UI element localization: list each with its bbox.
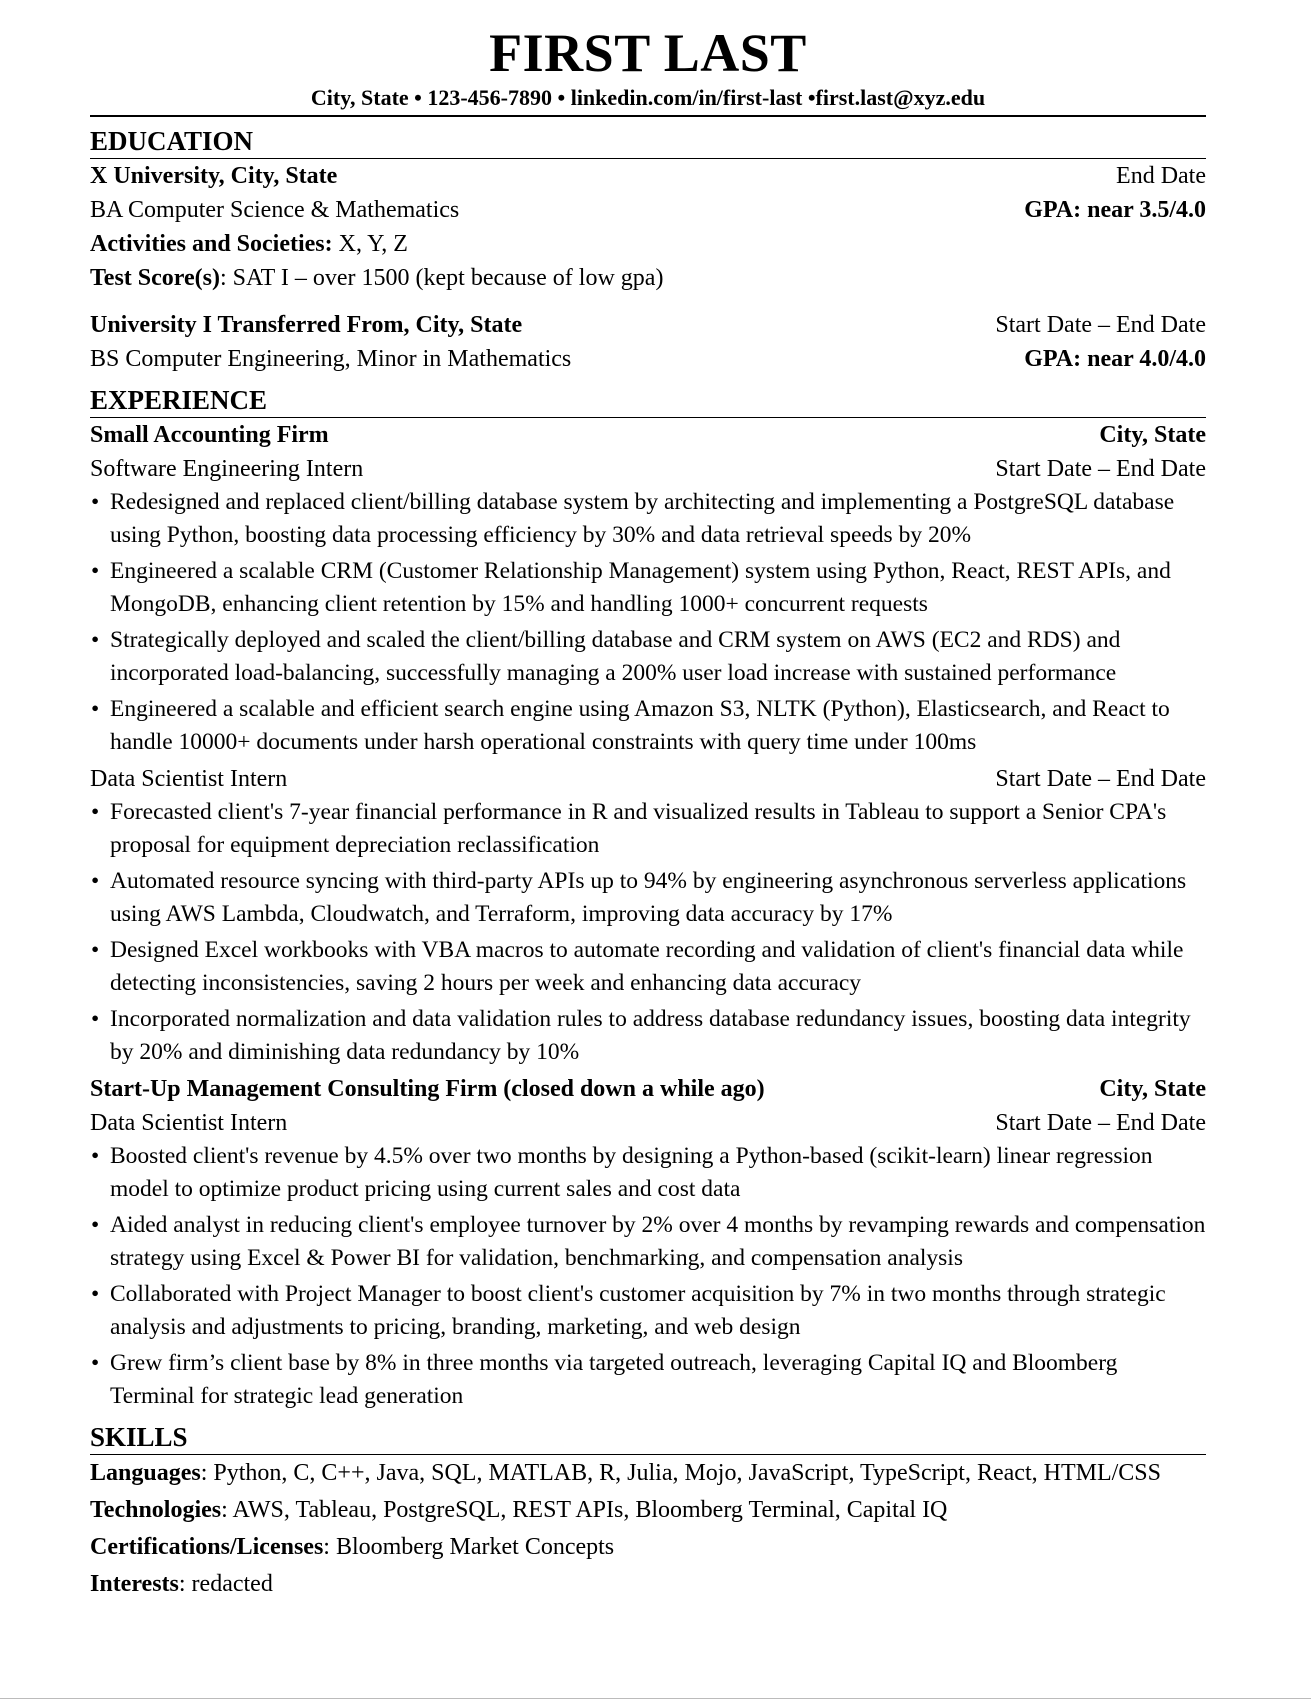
school-date: Start Date – End Date xyxy=(995,312,1206,338)
degree: BS Computer Engineering, Minor in Mathematics xyxy=(90,346,572,372)
skills-certifications: Certifications/Licenses: Bloomberg Market Concepts xyxy=(90,1534,615,1560)
bullet-item: • Engineered a scalable CRM (Customer Relationship Management) system using Python, React, REST APIs, and MongoDB, enhancing client retention by 15% and handling 1000+ concurrent requests xyxy=(91,558,1171,617)
gpa: GPA: near 3.5/4.0 xyxy=(1024,197,1206,223)
firm-name: Start-Up Management Consulting Firm (closed down a while ago) xyxy=(90,1076,765,1102)
bullet-item: • Designed Excel workbooks with VBA macros to automate recording and validation of client's financial data while detecting inconsistencies, saving 2 hours per week and enhancing data accuracy xyxy=(91,937,1184,996)
bullet-item: • Aided analyst in reducing client's employee turnover by 2% over 4 months by revamping rewards and compensation strategy using Excel & Power BI for validation, benchmarking, and compensation analysis xyxy=(91,1212,1206,1271)
experience-firm-2 xyxy=(90,1072,1206,1413)
test-score-label: Test Score(s) xyxy=(90,265,220,291)
education-heading: EDUCATION xyxy=(90,125,1206,159)
role-title: Software Engineering Intern xyxy=(90,456,364,482)
candidate-name: FIRST LAST xyxy=(489,23,807,83)
experience-heading: EXPERIENCE xyxy=(90,384,1206,418)
experience-firm-1 xyxy=(90,418,1206,1069)
bullet-item: • Forecasted client's 7-year financial performance in R and visualized results in Tableau to support a Senior CPA's proposal for equipment depreciation reclassification xyxy=(91,799,1167,858)
bullet-list xyxy=(90,1140,1206,1413)
role-date: Start Date – End Date xyxy=(995,456,1206,482)
firm-location: City, State xyxy=(1099,1076,1206,1102)
skills-block xyxy=(90,1455,1206,1603)
bullet-item: • Collaborated with Project Manager to boost client's customer acquisition by 7% in two months through strategic analysis and adjustments to pricing, branding, marketing, and web design xyxy=(91,1281,1166,1340)
page-bottom-edge xyxy=(0,1698,1311,1699)
role-title: Data Scientist Intern xyxy=(90,1110,288,1136)
role-date: Start Date – End Date xyxy=(995,766,1206,792)
activities-value: X, Y, Z xyxy=(332,231,408,257)
activities-line xyxy=(90,227,1206,261)
skills-heading: SKILLS xyxy=(90,1421,1206,1455)
test-score-line xyxy=(90,261,1206,295)
firm-location: City, State xyxy=(1099,422,1206,448)
education-entry-2 xyxy=(90,308,1206,376)
bullet-item: • Incorporated normalization and data validation rules to address database redundancy issues, boosting data integrity by 20% and diminishing data redundancy by 10% xyxy=(91,1006,1191,1065)
bullet-item: • Grew firm’s client base by 8% in three months via targeted outreach, leveraging Capital IQ and Bloomberg Terminal for strategic lead generation xyxy=(91,1350,1118,1409)
test-score-value: : SAT I – over 1500 (kept because of low gpa) xyxy=(219,265,664,291)
school-date: End Date xyxy=(1116,163,1206,189)
bullet-item: • Engineered a scalable and efficient search engine using Amazon S3, NLTK (Python), Elasticsearch, and React to handle 10000+ documents under harsh operational constraints with query time under 100ms xyxy=(91,696,1170,755)
skills-technologies: Technologies: AWS, Tableau, PostgreSQL, REST APIs, Bloomberg Terminal, Capital IQ xyxy=(90,1497,948,1523)
school-name: University I Transferred From, City, State xyxy=(90,312,523,338)
bullet-item: • Strategically deployed and scaled the client/billing database and CRM system on AWS (EC2 and RDS) and incorporated load-balancing, successfully managing a 200% user load increase with sustained performance xyxy=(91,627,1121,686)
bullet-list xyxy=(90,486,1206,759)
bullet-list xyxy=(90,796,1206,1069)
degree: BA Computer Science & Mathematics xyxy=(90,197,460,223)
role-title: Data Scientist Intern xyxy=(90,766,288,792)
bullet-item: • Automated resource syncing with third-party APIs up to 94% by engineering asynchronous serverless applications using AWS Lambda, Cloudwatch, and Terraform, improving data accuracy by 17% xyxy=(91,868,1187,927)
bullet-item: • Boosted client's revenue by 4.5% over two months by designing a Python-based (scikit-learn) linear regression model to optimize product pricing using current sales and cost data xyxy=(91,1143,1153,1202)
bullet-item: • Redesigned and replaced client/billing database system by architecting and implementing a PostgreSQL database using Python, boosting data processing efficiency by 30% and data retrieval speeds by 20% xyxy=(91,489,1175,548)
gpa: GPA: near 4.0/4.0 xyxy=(1024,346,1206,372)
skills-languages: Languages: Python, C, C++, Java, SQL, MATLAB, R, Julia, Mojo, JavaScript, TypeScript, React, HTML/CSS xyxy=(90,1460,1161,1486)
activities-label: Activities and Societies: xyxy=(90,231,333,257)
skills-interests: Interests: redacted xyxy=(90,1571,273,1597)
education-entry-1 xyxy=(90,159,1206,295)
resume-page xyxy=(90,22,1206,1603)
firm-name: Small Accounting Firm xyxy=(90,422,329,448)
role-date: Start Date – End Date xyxy=(995,1110,1206,1136)
contact-line: City, State • 123-456-7890 • linkedin.com/in/first-last •first.last@xyz.edu xyxy=(90,84,1206,117)
school-name: X University, City, State xyxy=(90,163,338,189)
